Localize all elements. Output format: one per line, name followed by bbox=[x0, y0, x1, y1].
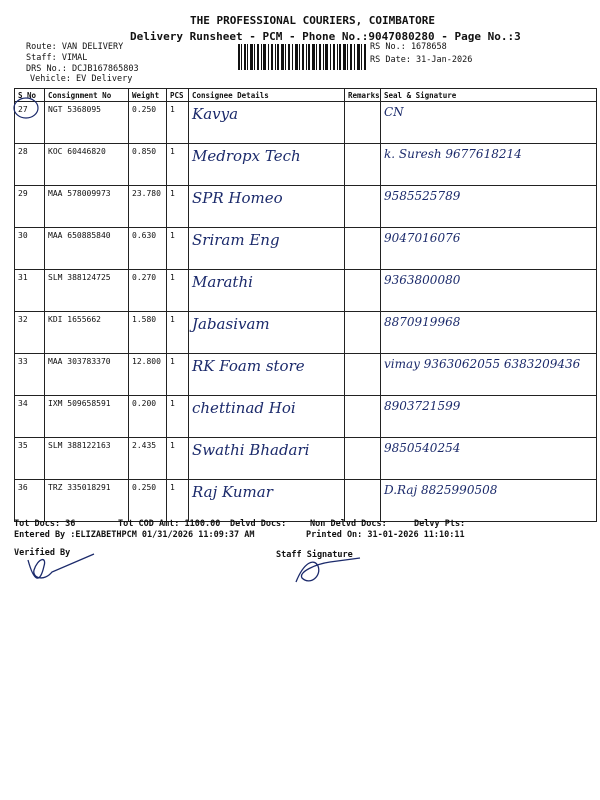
row-consignment: KOC 60446820 bbox=[45, 144, 129, 186]
table-row bbox=[15, 312, 597, 354]
table-row bbox=[15, 144, 597, 186]
row-consignee: RK Foam store bbox=[189, 354, 345, 396]
row-remarks bbox=[345, 102, 381, 144]
col-consignee: Consignee Details bbox=[189, 89, 345, 102]
row-weight: 2.435 bbox=[129, 438, 167, 480]
row-pcs: 1 bbox=[167, 396, 189, 438]
row-remarks bbox=[345, 270, 381, 312]
table-row bbox=[15, 438, 597, 480]
row-pcs: 1 bbox=[167, 270, 189, 312]
page-title: THE PROFESSIONAL COURIERS, COIMBATORE bbox=[190, 14, 436, 27]
route-label: Route: VAN DELIVERY bbox=[26, 42, 124, 52]
row-pcs: 1 bbox=[167, 312, 189, 354]
verifier-signature bbox=[14, 552, 104, 588]
row-sno: 33 bbox=[15, 354, 45, 396]
drs-label: DRS No.: DCJB167865803 bbox=[26, 64, 139, 74]
row-remarks bbox=[345, 312, 381, 354]
row-consignee: SPR Homeo bbox=[189, 186, 345, 228]
row-remarks bbox=[345, 228, 381, 270]
row-seal: 9363800080 bbox=[381, 270, 597, 312]
row-remarks bbox=[345, 438, 381, 480]
table-row bbox=[15, 102, 597, 144]
barcode bbox=[238, 44, 366, 70]
row-pcs: 1 bbox=[167, 480, 189, 522]
row-weight: 1.580 bbox=[129, 312, 167, 354]
row-consignment: MAA 650885840 bbox=[45, 228, 129, 270]
row-sno: 34 bbox=[15, 396, 45, 438]
delivery-points: Delvy Pts: bbox=[414, 519, 466, 529]
row-remarks bbox=[345, 186, 381, 228]
tot-cod-amount: Tot COD Amt: 1100.00 bbox=[118, 519, 221, 529]
row-remarks bbox=[345, 480, 381, 522]
row-seal: k. Suresh 9677618214 bbox=[381, 144, 597, 186]
verified-by-label: Verified By bbox=[14, 548, 71, 558]
staff-label: Staff: VIMAL bbox=[26, 53, 88, 63]
staff-signature-label: Staff Signature bbox=[276, 550, 353, 560]
table-row bbox=[15, 480, 597, 522]
row-consignee: chettinad Hoi bbox=[189, 396, 345, 438]
row-consignment: MAA 303783370 bbox=[45, 354, 129, 396]
row-sno: 31 bbox=[15, 270, 45, 312]
rs-date: RS Date: 31-Jan-2026 bbox=[370, 55, 473, 65]
row-pcs: 1 bbox=[167, 228, 189, 270]
row-weight: 0.250 bbox=[129, 102, 167, 144]
row-consignment: SLM 388122163 bbox=[45, 438, 129, 480]
table-row bbox=[15, 354, 597, 396]
row-pcs: 1 bbox=[167, 354, 189, 396]
row-sno: 32 bbox=[15, 312, 45, 354]
row-weight: 23.780 bbox=[129, 186, 167, 228]
col-sno: S No bbox=[15, 89, 45, 102]
row-weight: 0.630 bbox=[129, 228, 167, 270]
row-weight: 0.850 bbox=[129, 144, 167, 186]
row-seal: 8870919968 bbox=[381, 312, 597, 354]
col-seal: Seal & Signature bbox=[381, 89, 597, 102]
row-pcs: 1 bbox=[167, 438, 189, 480]
row-consignment: SLM 388124725 bbox=[45, 270, 129, 312]
row-sno: 27 bbox=[15, 102, 45, 144]
tot-docs: Tot Docs: 36 bbox=[14, 519, 76, 529]
row-sno: 28 bbox=[15, 144, 45, 186]
runsheet-subtitle: Delivery Runsheet - PCM - Phone No.:9047080280 - Page No.:3 bbox=[130, 30, 521, 43]
row-consignee: Swathi Bhadari bbox=[189, 438, 345, 480]
col-weight: Weight bbox=[129, 89, 167, 102]
row-consignment: IXM 509658591 bbox=[45, 396, 129, 438]
row-seal: vimay 9363062055 6383209436 bbox=[381, 354, 597, 396]
col-remarks: Remarks bbox=[345, 89, 381, 102]
delivered-docs: Delvd Docs: bbox=[230, 519, 287, 529]
runsheet-table bbox=[14, 88, 597, 522]
rs-number: RS No.: 1678658 bbox=[370, 42, 447, 52]
row-consignment: MAA 578009973 bbox=[45, 186, 129, 228]
table-row bbox=[15, 186, 597, 228]
row-sno: 29 bbox=[15, 186, 45, 228]
row-consignee: Kavya bbox=[189, 102, 345, 144]
row-consignee: Marathi bbox=[189, 270, 345, 312]
row-seal: D.Raj 8825990508 bbox=[381, 480, 597, 522]
row-seal: 9047016076 bbox=[381, 228, 597, 270]
row-consignment: NGT 5368095 bbox=[45, 102, 129, 144]
row-weight: 0.250 bbox=[129, 480, 167, 522]
row-sno: 36 bbox=[15, 480, 45, 522]
row-pcs: 1 bbox=[167, 102, 189, 144]
non-delivered-docs: Non Delvd Docs: bbox=[310, 519, 387, 529]
row-consignee: Jabasivam bbox=[189, 312, 345, 354]
row-seal: 8903721599 bbox=[381, 396, 597, 438]
row-remarks bbox=[345, 354, 381, 396]
entered-by: Entered By :ELIZABETHPCM 01/31/2026 11:09:37 AM bbox=[14, 530, 255, 540]
col-pcs: PCS bbox=[167, 89, 189, 102]
vehicle-label: Vehicle: EV Delivery bbox=[30, 74, 133, 84]
row-seal: CN bbox=[381, 102, 597, 144]
row-pcs: 1 bbox=[167, 144, 189, 186]
row-sno: 35 bbox=[15, 438, 45, 480]
staff-signature bbox=[290, 552, 370, 588]
col-consignment: Consignment No bbox=[45, 89, 129, 102]
row-remarks bbox=[345, 144, 381, 186]
printed-on: Printed On: 31-01-2026 11:10:11 bbox=[306, 530, 465, 540]
table-row bbox=[15, 396, 597, 438]
table-row bbox=[15, 270, 597, 312]
row-remarks bbox=[345, 396, 381, 438]
row-consignment: KDI 1655662 bbox=[45, 312, 129, 354]
row-consignee: Medropx Tech bbox=[189, 144, 345, 186]
row-seal: 9850540254 bbox=[381, 438, 597, 480]
row-consignee: Sriram Eng bbox=[189, 228, 345, 270]
row-seal: 9585525789 bbox=[381, 186, 597, 228]
row-sno: 30 bbox=[15, 228, 45, 270]
circle-mark-icon bbox=[12, 96, 40, 120]
table-row bbox=[15, 228, 597, 270]
row-weight: 0.200 bbox=[129, 396, 167, 438]
table-header-row bbox=[15, 89, 597, 102]
row-weight: 12.800 bbox=[129, 354, 167, 396]
row-consignment: TRZ 335018291 bbox=[45, 480, 129, 522]
row-pcs: 1 bbox=[167, 186, 189, 228]
row-weight: 0.270 bbox=[129, 270, 167, 312]
row-consignee: Raj Kumar bbox=[189, 480, 345, 522]
